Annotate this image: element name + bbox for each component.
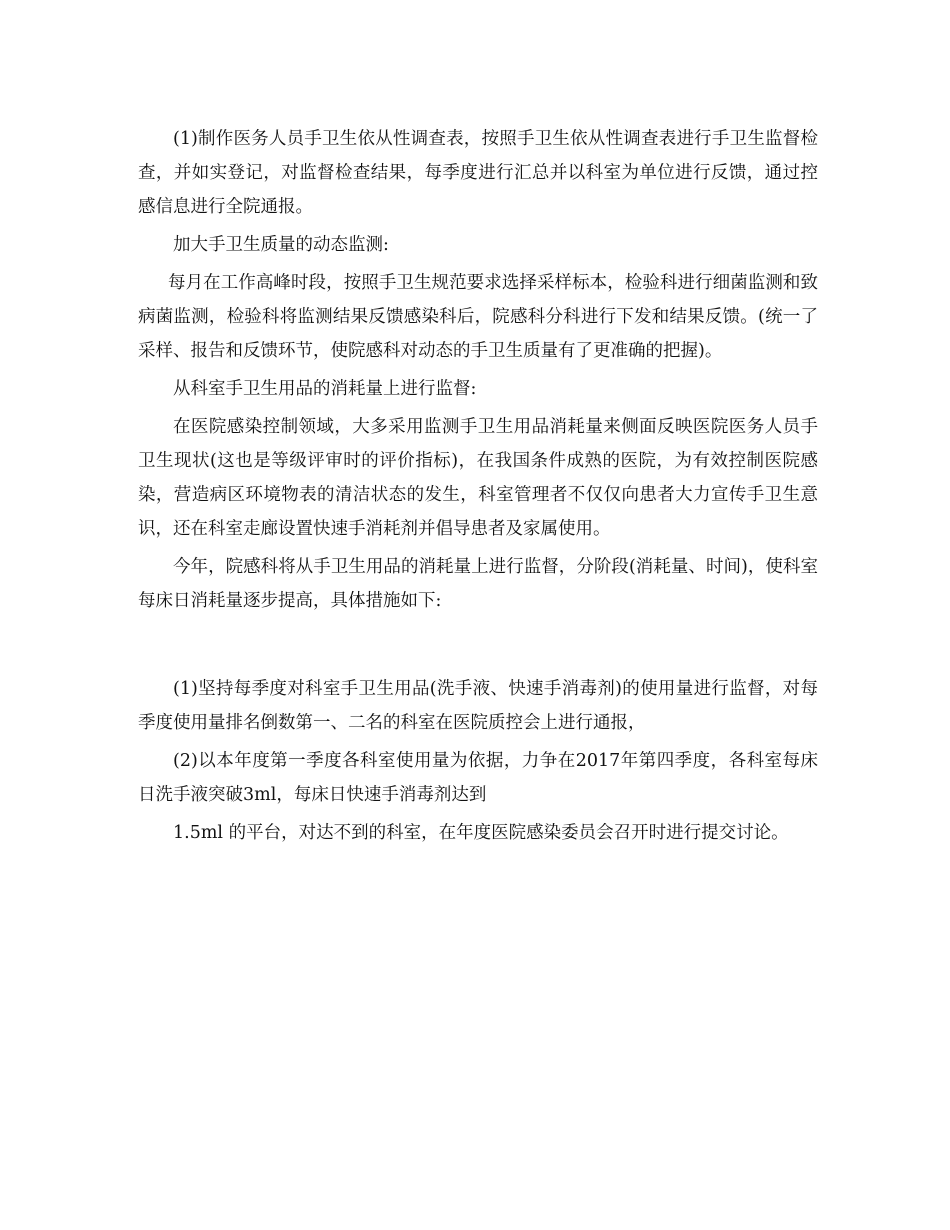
document-body <box>138 122 818 854</box>
paragraph-consumption-background: 在医院感染控制领域，大多采用监测手卫生用品消耗量来侧面反映医院医务人员手卫生现状(这也是等级评审时的评价指标)，在我国条件成熟的医院，为有效控制医院感染，营造病区环境物表的清洁状态的发生，科室管理者不仅仅向患者大力宣传手卫生意识，还在科室走廊设置快速手消耗剂并倡导患者及家属使用。 <box>138 417 818 539</box>
paragraph-measure-1: (1)坚持每季度对科室手卫生用品(洗手液、快速手消毒剂)的使用量进行监督，对每季度使用量排名倒数第一、二名的科室在医院质控会上进行通报， <box>138 679 818 733</box>
paragraph-this-year-plan: 今年，院感科将从手卫生用品的消耗量上进行监督，分阶段(消耗量、时间)，使科室每床日消耗量逐步提高，具体措施如下: <box>138 557 818 611</box>
paragraph-compliance-survey: (1)制作医务人员手卫生依从性调查表，按照手卫生依从性调查表进行手卫生监督检查，并如实登记，对监督检查结果，每季度进行汇总并以科室为单位进行反馈，通过控感信息进行全院通报。 <box>138 129 818 217</box>
paragraph-measure-2: (2)以本年度第一季度各科室使用量为依据，力争在2017年第四季度，各科室每床日洗手液突破3ml，每床日快速手消毒剂达到 <box>138 751 818 805</box>
blank-gap <box>138 622 818 672</box>
paragraph-monthly-sampling: 每月在工作高峰时段，按照手卫生规范要求选择采样标本，检验科进行细菌监测和致病菌监测，检验科将监测结果反馈感染科后，院感科分科进行下发和结果反馈。(统一了采样、报告和反馈环节，使院感科对动态的手卫生质量有了更准确的把握)。 <box>138 273 818 361</box>
paragraph-measure-2-continued: 1.5ml 的平台，对达不到的科室，在年度医院感染委员会召开时进行提交讨论。 <box>173 823 789 843</box>
heading-consumption-supervision: 从科室手卫生用品的消耗量上进行监督: <box>173 379 477 399</box>
heading-dynamic-monitoring: 加大手卫生质量的动态监测: <box>173 235 389 255</box>
